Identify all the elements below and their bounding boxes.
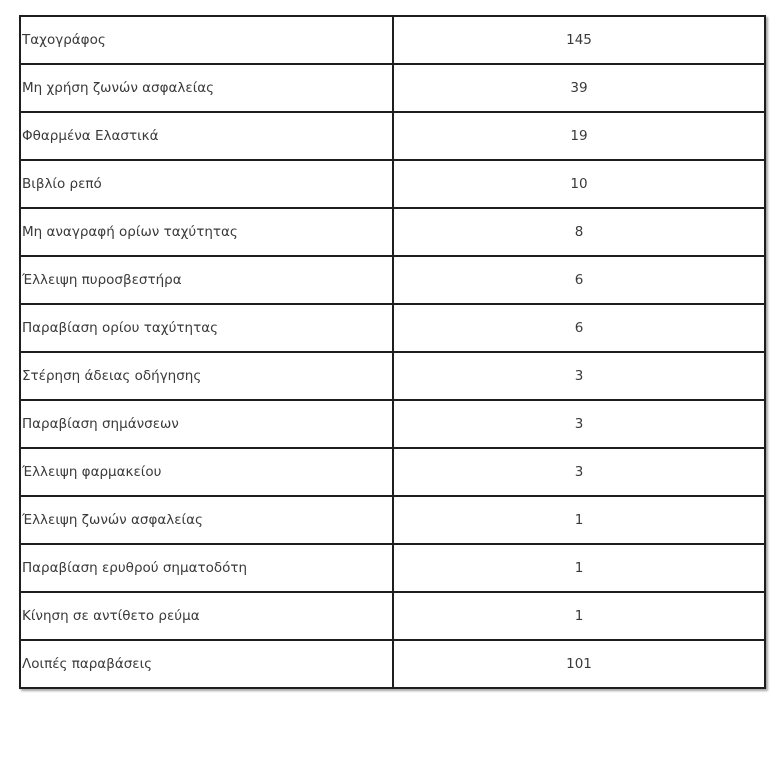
- table-row: [20, 640, 765, 688]
- violation-count: 101: [393, 640, 765, 688]
- violation-count: 19: [393, 112, 765, 160]
- violation-label: Βιβλίο ρεπό: [20, 160, 393, 208]
- table-row: [20, 496, 765, 544]
- table-row: [20, 592, 765, 640]
- violation-count: 3: [393, 448, 765, 496]
- table-row: [20, 64, 765, 112]
- violation-count: 1: [393, 496, 765, 544]
- violation-count: 10: [393, 160, 765, 208]
- violation-count: 3: [393, 352, 765, 400]
- table-row: [20, 352, 765, 400]
- violation-label: Μη χρήση ζωνών ασφαλείας: [20, 64, 393, 112]
- table-row: [20, 16, 765, 64]
- violation-count: 1: [393, 544, 765, 592]
- violation-count: 145: [393, 16, 765, 64]
- violation-label: Παραβίαση ορίου ταχύτητας: [20, 304, 393, 352]
- table-row: [20, 256, 765, 304]
- violations-table-body: [20, 16, 765, 688]
- violation-label: Στέρηση άδειας οδήγησης: [20, 352, 393, 400]
- violation-label: Έλλειψη φαρμακείου: [20, 448, 393, 496]
- table-row: [20, 400, 765, 448]
- violation-count: 6: [393, 304, 765, 352]
- violation-label: Παραβίαση ερυθρού σηματοδότη: [20, 544, 393, 592]
- table-row: [20, 112, 765, 160]
- violation-label: Έλλειψη ζωνών ασφαλείας: [20, 496, 393, 544]
- violation-label: Έλλειψη πυροσβεστήρα: [20, 256, 393, 304]
- table-row: [20, 160, 765, 208]
- violation-label: Λοιπές παραβάσεις: [20, 640, 393, 688]
- violation-label: Κίνηση σε αντίθετο ρεύμα: [20, 592, 393, 640]
- violation-label: Παραβίαση σημάνσεων: [20, 400, 393, 448]
- violation-label: Μη αναγραφή ορίων ταχύτητας: [20, 208, 393, 256]
- table-row: [20, 448, 765, 496]
- violation-count: 6: [393, 256, 765, 304]
- violation-label: Φθαρμένα Ελαστικά: [20, 112, 393, 160]
- violation-count: 39: [393, 64, 765, 112]
- table-row: [20, 304, 765, 352]
- violation-count: 3: [393, 400, 765, 448]
- violation-label: Ταχογράφος: [20, 16, 393, 64]
- violations-table: [19, 15, 766, 689]
- table-row: [20, 208, 765, 256]
- table-row: [20, 544, 765, 592]
- violation-count: 1: [393, 592, 765, 640]
- violation-count: 8: [393, 208, 765, 256]
